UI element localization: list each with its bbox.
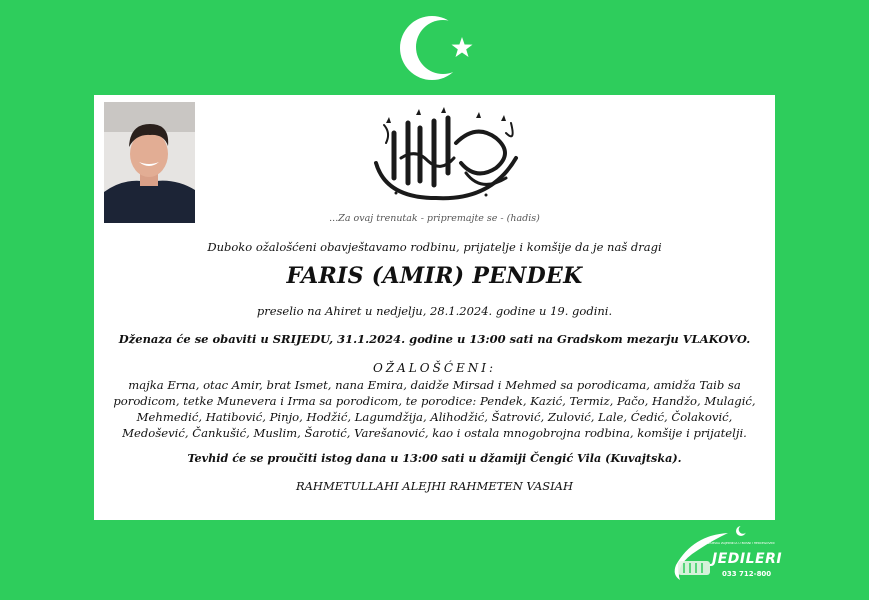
crescent-star-icon <box>396 10 476 85</box>
funeral-details: Dženaza će se obaviti u SRIJEDU, 31.1.2024. godine u 13:00 sati na Gradskom mezarju VLAKOVO. <box>118 332 751 346</box>
mourners-list <box>108 377 761 441</box>
obituary-panel <box>94 95 775 520</box>
tevhid-details: Tevhid će se proučiti istog dana u 13:00 sati u džamiji Čengić Vila (Kuvajtska). <box>187 451 682 465</box>
mourners-heading: OŽALOŠĆENI: <box>372 361 497 375</box>
logo-org-text: ISLAMSKA ZAJEDNICA U BOSNI I HERCEGOVINI <box>705 541 775 545</box>
intro-text: Duboko ožalošćeni obavještavamo rodbinu, prijatelje i komšije da je naš dragi <box>207 240 662 254</box>
passed-away-text: preselio na Ahiret u nedjelju, 28.1.2024. godine u 19. godini. <box>256 304 613 318</box>
logo-phone: 033 712-800 <box>722 570 772 578</box>
mourners-line: Medošević, Čankušić, Muslim, Šarotić, Varešanović, kao i ostala mnogobrojna rodbina, komšije i prijatelji. <box>122 426 747 440</box>
deceased-photo <box>104 102 195 223</box>
deceased-name: FARIS (AMIR) PENDEK <box>286 263 583 289</box>
closing-prayer: RAHMETULLAHI ALEJHI RAHMETEN VASIAH <box>295 479 574 493</box>
arabic-calligraphy-image <box>356 103 532 209</box>
logo-brand: JEDILERI <box>712 551 783 567</box>
mourners-line: porodicom, tetke Munevera i Irma sa porodicom, te porodice: Pendek, Kazić, Termiz, Pačo, Handžo, Mulagić, <box>113 394 756 408</box>
mourners-line: majka Erna, otac Amir, brat Ismet, nana Emira, daidže Mirsad i Mehmed sa porodicama, amidža Taib sa <box>128 378 741 392</box>
mourners-line: Mehmedić, Hatibović, Pinjo, Hodžić, Lagumdžija, Alihodžić, Šatrović, Zulović, Lale, Ćedić, Čolaković, <box>136 410 733 424</box>
hadis-caption: ...Za ovaj trenutak - pripremajte se - (hadis) <box>329 213 540 224</box>
